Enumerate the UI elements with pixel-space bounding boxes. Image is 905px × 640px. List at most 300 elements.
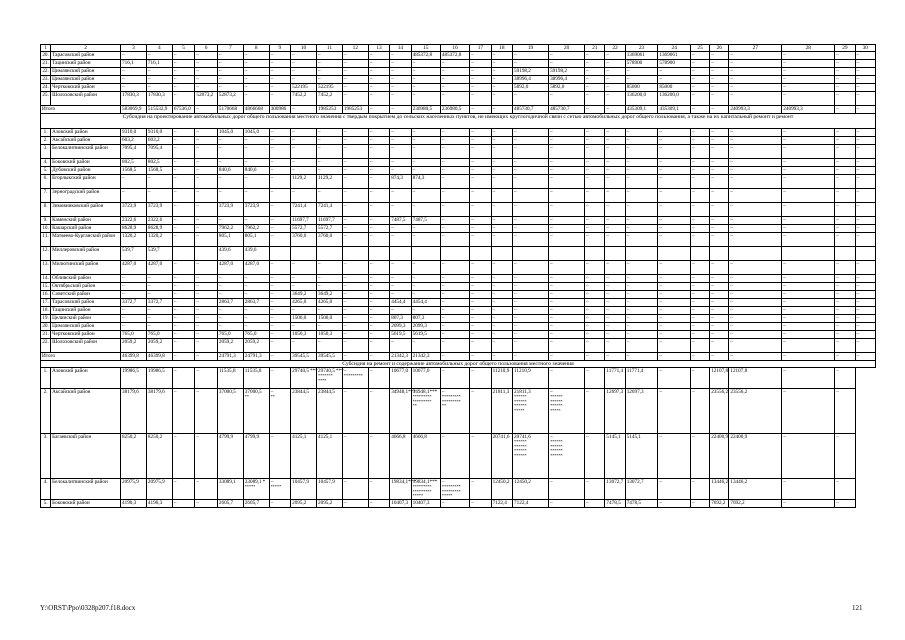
value-cell	[491, 129, 512, 137]
total-value-cell: 5170668	[217, 106, 243, 114]
value-cell	[470, 60, 491, 68]
value-cell	[549, 307, 585, 315]
value-cell	[217, 159, 243, 167]
value-cell	[691, 175, 710, 189]
column-number-cell: 3	[121, 45, 147, 52]
cell-value: 485372,8	[412, 52, 433, 58]
value-cell	[513, 323, 549, 331]
cell-value: –	[783, 92, 786, 98]
value-cell	[710, 299, 729, 307]
district-name-cell: Цимлянский район	[51, 76, 121, 84]
value-cell	[217, 307, 243, 315]
value-cell	[782, 84, 835, 92]
value-cell	[243, 203, 269, 217]
value-cell	[243, 52, 269, 60]
cell-value: –	[856, 84, 860, 90]
value-cell	[291, 76, 317, 84]
cell-value: –	[412, 203, 416, 209]
cell-value: –	[492, 323, 496, 329]
value-cell	[390, 203, 411, 217]
value-cell	[470, 159, 491, 167]
value-cell	[513, 291, 549, 299]
value-cell	[835, 307, 855, 315]
cell-value: –	[244, 315, 248, 321]
cell-value: –	[659, 225, 662, 231]
cell-value: 4265,0	[318, 299, 333, 305]
value-cell	[269, 129, 290, 137]
value-cell	[729, 323, 782, 331]
cell-value: –	[783, 189, 786, 195]
district-name-cell: Чертковский район	[51, 331, 121, 339]
cell-value: –	[730, 76, 733, 82]
cell-value: –	[412, 159, 416, 165]
value-cell	[195, 175, 218, 189]
value-cell	[605, 159, 625, 167]
value-cell	[146, 275, 172, 283]
value-cell	[470, 315, 491, 323]
cell-value: –	[218, 84, 222, 90]
cell-value: –	[270, 167, 274, 173]
value-cell	[691, 479, 710, 500]
cell-value: –	[692, 323, 695, 329]
value-cell	[172, 291, 195, 299]
cell-value: –	[412, 339, 416, 345]
cell-value: 5892,0	[550, 84, 565, 90]
value-cell	[658, 217, 691, 225]
district-name-cell: Азовский район	[51, 368, 121, 389]
table-row	[41, 225, 876, 233]
value-cell	[658, 500, 691, 508]
value-cell	[549, 167, 585, 175]
value-cell	[243, 247, 269, 261]
value-cell	[440, 479, 469, 500]
cell-value: –	[441, 368, 445, 374]
cell-value: –	[730, 261, 733, 267]
cell-value: 10457,9	[292, 479, 309, 485]
cell-value: –	[492, 339, 496, 345]
value-cell	[291, 175, 317, 189]
value-cell	[121, 291, 147, 299]
cell-value: –	[492, 189, 496, 195]
cell-value: –	[412, 92, 416, 98]
cell-value: –	[471, 92, 474, 98]
cell-value: –	[659, 261, 662, 267]
value-cell	[390, 52, 411, 60]
value-cell	[605, 60, 625, 68]
value-cell	[658, 137, 691, 145]
value-cell	[710, 261, 729, 275]
cell-value: –	[692, 84, 695, 90]
value-cell	[855, 92, 875, 106]
cell-value: 13446,2	[711, 479, 729, 485]
value-cell	[470, 84, 491, 92]
footnote-asterisks: ****** ****** ****** *****	[514, 394, 527, 413]
cell-value: –	[343, 283, 347, 289]
value-cell	[585, 339, 605, 353]
value-cell	[342, 500, 368, 508]
value-cell	[342, 291, 368, 299]
value-cell	[835, 339, 855, 353]
value-cell	[470, 145, 491, 159]
cell-value: –	[836, 203, 839, 209]
cell-value: –	[441, 225, 445, 231]
value-cell	[549, 145, 585, 159]
cell-value: –	[441, 233, 445, 239]
value-cell	[782, 68, 835, 76]
cell-value: –	[369, 92, 373, 98]
value-cell	[342, 275, 368, 283]
cell-value: 37000,5	[244, 389, 262, 395]
value-cell	[470, 275, 491, 283]
value-cell	[411, 52, 440, 60]
value-cell	[243, 167, 269, 175]
cell-value: –	[626, 283, 630, 289]
cell-value: –	[292, 189, 295, 195]
cell-value: 9310,0	[147, 129, 163, 135]
cell-value: –	[369, 52, 373, 58]
value-cell	[710, 500, 729, 508]
value-cell	[291, 283, 317, 291]
cell-value: –	[836, 307, 839, 313]
value-cell	[317, 159, 343, 167]
value-cell	[217, 84, 243, 92]
cell-value: –	[711, 339, 714, 345]
value-cell	[855, 315, 875, 323]
cell-value: –	[147, 84, 151, 90]
cell-value: 12697,3	[626, 389, 644, 395]
cell-value: –	[659, 167, 662, 173]
value-cell	[513, 68, 549, 76]
cell-value: –	[730, 84, 733, 90]
value-cell	[411, 307, 440, 315]
value-cell	[513, 275, 549, 283]
cell-value: –	[659, 217, 662, 223]
value-cell	[549, 315, 585, 323]
cell-value: –	[492, 233, 496, 239]
value-cell	[855, 275, 875, 283]
value-cell	[317, 52, 343, 60]
cell-value: –	[173, 145, 177, 151]
value-cell	[658, 479, 691, 500]
value-cell	[605, 76, 625, 84]
cell-value: –	[836, 434, 839, 440]
value-cell	[146, 225, 172, 233]
cell-value: 11535,8	[244, 368, 262, 374]
cell-value: –	[147, 76, 151, 82]
cell-value: 578900	[659, 60, 675, 66]
cell-value: 765,0	[122, 331, 134, 337]
value-cell	[658, 175, 691, 189]
value-cell	[470, 175, 491, 189]
cell-value: 10677,0	[412, 368, 430, 374]
cell-value: –	[711, 137, 714, 143]
table-row	[41, 315, 876, 323]
value-cell	[729, 291, 782, 299]
cell-value: –	[343, 84, 347, 90]
value-cell	[411, 233, 440, 247]
value-cell	[243, 159, 269, 167]
cell-value: –	[692, 145, 695, 151]
total-value-cell: –	[605, 353, 625, 361]
cell-value: –	[606, 233, 609, 239]
value-cell	[710, 92, 729, 106]
cell-value: –	[783, 331, 786, 337]
value-cell	[470, 307, 491, 315]
cell-value: –	[369, 434, 373, 440]
total-value-cell: –	[585, 353, 605, 361]
cell-value: –	[730, 291, 733, 297]
value-cell	[390, 307, 411, 315]
total-value-cell: –	[491, 353, 512, 361]
cell-value: 12450,2	[492, 479, 510, 485]
cell-value: 3372,7	[147, 299, 163, 305]
value-cell	[342, 233, 368, 247]
cell-value: –	[270, 479, 274, 485]
cell-value: –	[606, 283, 609, 289]
cell-value: 1045,0	[244, 129, 260, 135]
total-value-cell: –	[513, 353, 549, 361]
value-cell	[243, 275, 269, 283]
value-cell	[146, 307, 172, 315]
cell-value: –	[550, 233, 553, 239]
value-cell	[835, 217, 855, 225]
value-cell	[470, 68, 491, 76]
value-cell	[513, 434, 549, 479]
value-cell	[658, 283, 691, 291]
total-value-cell: 46399,8	[146, 353, 172, 361]
cell-value: –	[586, 299, 589, 305]
cell-value: –	[692, 92, 695, 98]
cell-value: –	[412, 275, 416, 281]
value-cell	[172, 389, 195, 434]
value-cell	[835, 52, 855, 60]
cell-value: 34948,1***	[391, 389, 416, 395]
value-cell	[855, 137, 875, 145]
value-cell	[782, 76, 835, 84]
cell-value: –	[586, 217, 589, 223]
value-cell	[691, 233, 710, 247]
cell-value: 874,3	[412, 175, 425, 181]
value-cell	[782, 283, 835, 291]
value-cell	[605, 291, 625, 299]
value-cell	[368, 159, 389, 167]
value-cell	[658, 225, 691, 233]
value-cell	[855, 299, 875, 307]
value-cell	[195, 368, 218, 389]
district-name-cell: Егорлыкский район	[51, 175, 121, 189]
column-number-cell: 7	[217, 45, 243, 52]
value-cell	[291, 225, 317, 233]
value-cell	[390, 189, 411, 203]
cell-value: –	[586, 434, 589, 440]
value-cell	[605, 500, 625, 508]
value-cell	[291, 331, 317, 339]
cell-value: –	[270, 323, 274, 329]
cell-value: –	[514, 225, 517, 231]
cell-value: –	[343, 291, 347, 297]
value-cell	[440, 500, 469, 508]
value-cell	[440, 76, 469, 84]
value-cell	[291, 323, 317, 331]
cell-value: –	[441, 291, 445, 297]
district-name-cell: Кашарский район	[51, 225, 121, 233]
value-cell	[549, 261, 585, 275]
cell-value: –	[659, 339, 662, 345]
value-cell	[195, 291, 218, 299]
cell-value: 765,0	[244, 331, 257, 337]
cell-value: –	[730, 137, 733, 143]
cell-value: 4454,4	[391, 299, 406, 305]
cell-value: 439,6	[244, 247, 257, 253]
cell-value: –	[441, 76, 445, 82]
value-cell	[172, 500, 195, 508]
cell-value: –	[606, 145, 609, 151]
value-cell	[855, 60, 875, 68]
row-number-cell: 19.	[42, 315, 49, 321]
value-cell	[658, 233, 691, 247]
value-cell	[585, 60, 605, 68]
row-number-cell: 22.	[41, 339, 51, 353]
cell-value: –	[412, 307, 416, 313]
cell-value: –	[391, 145, 394, 151]
value-cell	[269, 315, 290, 323]
cell-value: –	[270, 331, 274, 337]
value-cell	[390, 233, 411, 247]
cell-value: –	[856, 315, 860, 321]
cell-value: 1129,2	[318, 175, 333, 181]
cell-value: –	[492, 283, 496, 289]
value-cell	[411, 137, 440, 145]
value-cell	[291, 167, 317, 175]
value-cell	[146, 137, 172, 145]
value-cell	[710, 145, 729, 159]
cell-value: –	[122, 291, 125, 297]
value-cell	[121, 500, 147, 508]
cell-value: –	[659, 145, 662, 151]
value-cell	[855, 331, 875, 339]
value-cell	[121, 275, 147, 283]
column-number-cell: 15	[411, 45, 440, 52]
row-number-cell: 23.	[42, 76, 49, 82]
value-cell	[390, 291, 411, 299]
cell-value: 1129,2	[292, 175, 307, 181]
value-cell	[710, 167, 729, 175]
value-cell	[368, 175, 389, 189]
cell-value: –	[692, 233, 695, 239]
value-cell	[729, 60, 782, 68]
value-cell	[411, 145, 440, 159]
cell-value: –	[173, 315, 177, 321]
cell-value: –	[292, 283, 295, 289]
value-cell	[855, 247, 875, 261]
value-cell	[121, 331, 147, 339]
value-cell	[729, 283, 782, 291]
value-cell	[368, 92, 389, 106]
value-cell	[269, 233, 290, 247]
value-cell	[411, 434, 440, 479]
cell-value: –	[606, 339, 609, 345]
value-cell	[513, 307, 549, 315]
value-cell	[195, 479, 218, 500]
total-value-cell: –	[782, 353, 835, 361]
cell-value: –	[692, 60, 695, 66]
cell-value: 17830,3	[147, 92, 165, 98]
value-cell	[368, 275, 389, 283]
cell-value: –	[196, 167, 199, 173]
cell-value: –	[441, 479, 445, 485]
cell-value: –	[218, 217, 222, 223]
value-cell	[342, 434, 368, 479]
value-cell	[195, 283, 218, 291]
cell-value: –	[659, 203, 662, 209]
value-cell	[691, 247, 710, 261]
value-cell	[855, 233, 875, 247]
cell-value: –	[606, 167, 609, 173]
total-label-cell: Итого	[41, 353, 121, 361]
value-cell	[729, 247, 782, 261]
cell-value: –	[836, 225, 839, 231]
value-cell	[513, 299, 549, 307]
value-cell	[243, 323, 269, 331]
column-number-cell: 6	[195, 45, 218, 52]
value-cell	[513, 60, 549, 68]
value-cell	[291, 52, 317, 60]
cell-value: –	[692, 500, 695, 506]
column-number-cell: 16	[440, 45, 469, 52]
value-cell	[625, 145, 658, 159]
district-name-cell: Миллеровский район	[51, 247, 121, 261]
value-cell	[440, 145, 469, 159]
cell-value: –	[586, 233, 589, 239]
value-cell	[691, 315, 710, 323]
value-cell	[243, 137, 269, 145]
cell-value: –	[836, 129, 839, 135]
value-cell	[585, 500, 605, 508]
value-cell	[317, 225, 343, 233]
cell-value: –	[586, 175, 589, 181]
cell-value: –	[711, 60, 714, 66]
cell-value: –	[692, 217, 695, 223]
cell-value: –	[711, 159, 714, 165]
value-cell	[470, 283, 491, 291]
cell-value: –	[783, 137, 786, 143]
cell-value: –	[514, 283, 517, 289]
cell-value: –	[836, 76, 839, 82]
cell-value: –	[711, 217, 714, 223]
value-cell	[491, 60, 512, 68]
cell-value: –	[659, 299, 662, 305]
value-cell	[729, 315, 782, 323]
table-row	[41, 283, 876, 291]
value-cell	[243, 189, 269, 203]
value-cell	[243, 434, 269, 479]
cell-value: –	[441, 315, 445, 321]
cell-value: –	[836, 331, 839, 337]
value-cell	[782, 233, 835, 247]
value-cell	[217, 434, 243, 479]
value-cell	[269, 68, 290, 76]
value-cell	[146, 500, 172, 508]
cell-value: –	[270, 189, 274, 195]
cell-value: 85000	[626, 84, 640, 90]
value-cell	[317, 323, 343, 331]
cell-value: –	[196, 129, 199, 135]
value-cell	[855, 323, 875, 331]
row-number-cell: 4.	[41, 479, 51, 500]
value-cell	[368, 225, 389, 233]
value-cell	[317, 261, 343, 275]
value-cell	[146, 92, 172, 106]
